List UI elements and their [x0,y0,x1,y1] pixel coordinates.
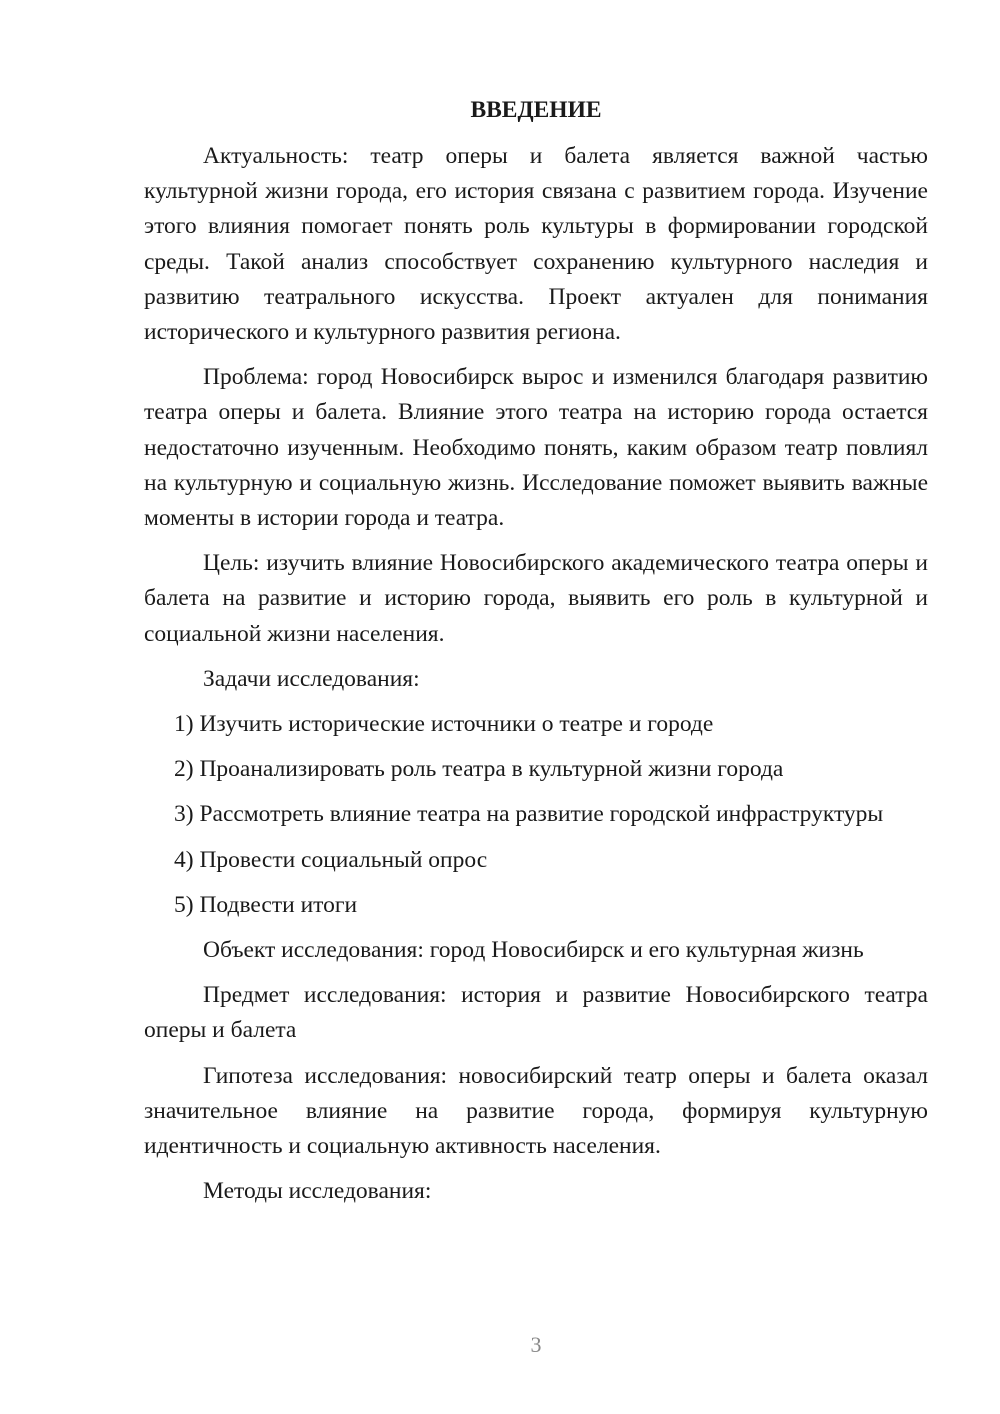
paragraph-relevance: Актуальность: театр оперы и балета является важной частью культурной жизни города, его история связана с развитием города. Изучение этого влияния помогает понять роль культуры в формировании городской среды. Такой анализ способствует сохранению культурного наследия и развитию театрального искусства. Проект актуален для понимания исторического и культурного развития региона. [144,143,928,346]
paragraph-subject: Предмет исследования: история и развитие Новосибирского театра оперы и балета [144,982,928,1044]
task-item-4: 4) Провести социальный опрос [174,846,488,873]
task-item-5: 5) Подвести итоги [174,891,358,918]
page-number: 3 [530,1332,542,1357]
paragraph-object: Объект исследования: город Новосибирск и его культурная жизнь [203,937,864,964]
paragraph-tasks-heading: Задачи исследования: [203,665,420,692]
paragraph-hypothesis: Гипотеза исследования: новосибирский театр оперы и балета оказал значительное влияние на развитие города, формируя культурную идентичность и социальную активность населения. [144,1062,928,1160]
paragraph-problem: Проблема: город Новосибирск вырос и изменился благодаря развитию театра оперы и балета. Влияние этого театра на историю города остается недостаточно изученным. Необходимо понять, каким образом театр повлиял на культурную и социальную жизнь. Исследование поможет выявить важные моменты в истории города и театра. [144,364,928,532]
page-title: ВВЕДЕНИЕ [470,97,602,123]
task-item-3: 3) Рассмотреть влияние театра на развитие городской инфраструктуры [174,801,884,828]
task-item-1: 1) Изучить исторические источники о театре и городе [174,711,714,738]
paragraph-goal: Цель: изучить влияние Новосибирского академического театра оперы и балета на развитие и историю города, выявить его роль в культурной и социальной жизни населения. [144,550,928,647]
paragraph-methods: Методы исследования: [203,1178,432,1205]
document-page [144,94,928,1219]
task-item-2: 2) Проанализировать роль театра в культурной жизни города [174,756,784,783]
